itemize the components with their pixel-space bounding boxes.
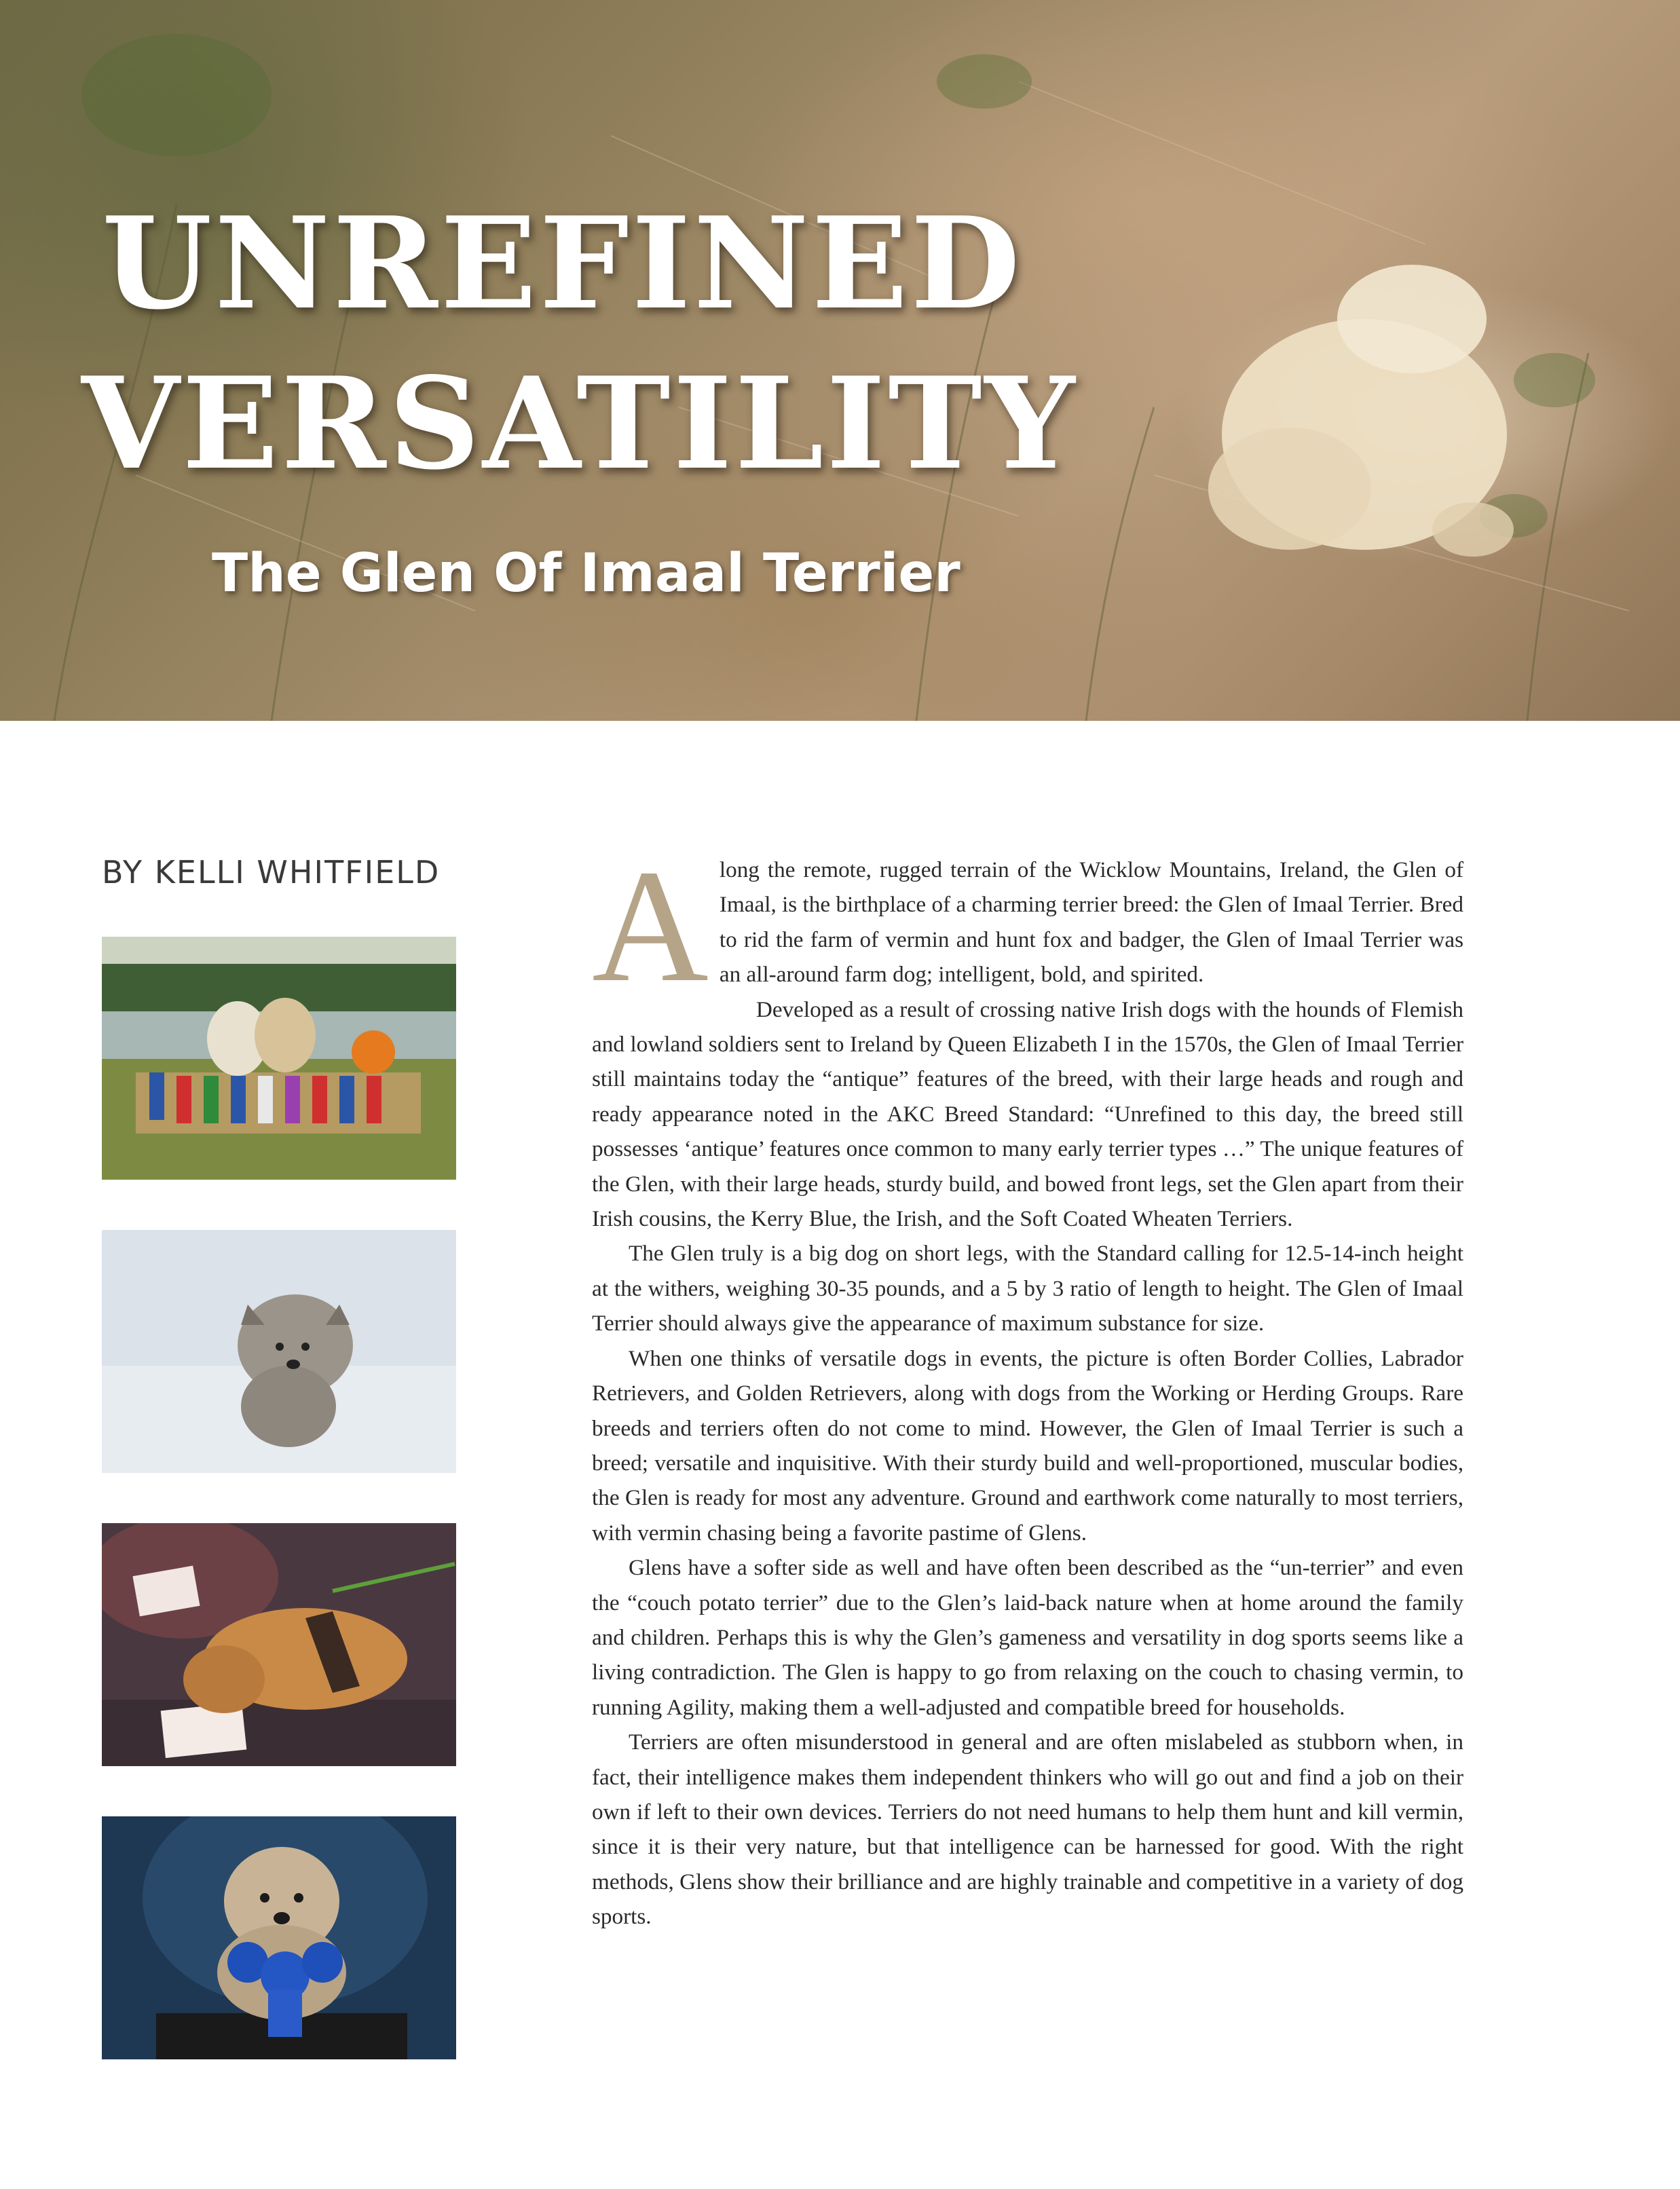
- article-paragraph-2: Developed as a result of crossing native Irish dogs with the hounds of Flemish and lowland soldiers sent to Ireland by Queen Elizabeth I in the 1570s, the Glen of Imaal Terrier still maintains today the “antique” features of the breed, with their large heads and rough and ready appearance noted in the AKC Breed Standard: “Unrefined to this day, the breed still possesses ‘antique’ features once common to many early terrier types …” The unique features of the Glen, with their large heads, sturdy build, and bowed front legs, set the Glen apart from their Irish cousins, the Kerry Blue, the Irish, and the Soft Coated Wheaten Terriers.: [592, 996, 1463, 1232]
- article-paragraph-6: Terriers are often misunderstood in general and are often mislabeled as stubborn when, in fact, their intelligence makes them independent thinkers who will go out and find a job on their own if left to their own devices. Terriers do not need humans to help them hunt and kill vermin, since it is their very nature, but that intelligence can be harnessed for good. With the right methods, Glens show their brilliance and are highly trainable and competitive in a variety of dog sports.: [592, 1729, 1463, 1930]
- glen-scent-work-photo: [102, 1523, 456, 1766]
- article-paragraph-5: Glens have a softer side as well and have often been described as the “un-terrier” and even the “couch potato terrier” due to the Glen’s laid-back nature when at home around the family and children. Perhaps this is why the Glen’s gameness and versatility in dog sports seems like a living contradiction. The Glen is happy to go from relaxing on the couch to chasing vermin, to running Agility, making them a well-adjusted and compatible breed for households.: [592, 1555, 1463, 1720]
- glen-with-blue-rosettes-photo: [102, 1816, 456, 2059]
- author-byline: BY KELLI WHITFIELD: [102, 854, 441, 891]
- glen-terrier-figure: [1208, 265, 1514, 557]
- article-title-line-2: VERSATILITY: [81, 349, 1078, 498]
- article-paragraph-3: The Glen truly is a big dog on short legs, with the Standard calling for 12.5-14-inch height at the withers, weighing 30-35 pounds, and a 5 by 3 ratio of length to height. The Glen of Imaal Terrier should always give the appearance of maximum substance for size.: [592, 1241, 1463, 1336]
- two-glens-with-ribbons-photo: [102, 937, 456, 1180]
- article-paragraph-4: When one thinks of versatile dogs in events, the picture is often Border Collies, Labrador Retrievers, and Golden Retrievers, along with dogs from the Working or Herding Groups. Rare breeds and terriers often do not come to mind. However, the Glen of Imaal Terrier is such a breed; versatile and inquisitive. With their sturdy build and well-proportioned, muscular bodies, the Glen is ready for most any adventure. Ground and earthwork come naturally to most terriers, with vermin chasing being a favorite pastime of Glens.: [592, 1345, 1463, 1546]
- hero-banner: [0, 0, 1680, 721]
- article-subtitle: The Glen Of Imaal Terrier: [212, 543, 960, 604]
- article-paragraph-1: [592, 837, 1463, 1015]
- drop-cap-letter: A: [592, 837, 709, 1015]
- glen-running-in-snow-photo: [102, 1230, 456, 1473]
- article-title: [81, 183, 1078, 504]
- article-body: [592, 837, 1463, 1934]
- article-title-line-1: UNREFINED: [102, 189, 1023, 337]
- article-paragraph-1-text: long the remote, rugged terrain of the Wicklow Mountains, Ireland, the Glen of Imaal, is the birthplace of a charming terrier breed: the Glen of Imaal Terrier. Bred to rid the farm of vermin and hunt fox and badger, the Glen of Imaal Terrier was an all-around farm dog; intelligent, bold, and spirited.: [719, 857, 1463, 988]
